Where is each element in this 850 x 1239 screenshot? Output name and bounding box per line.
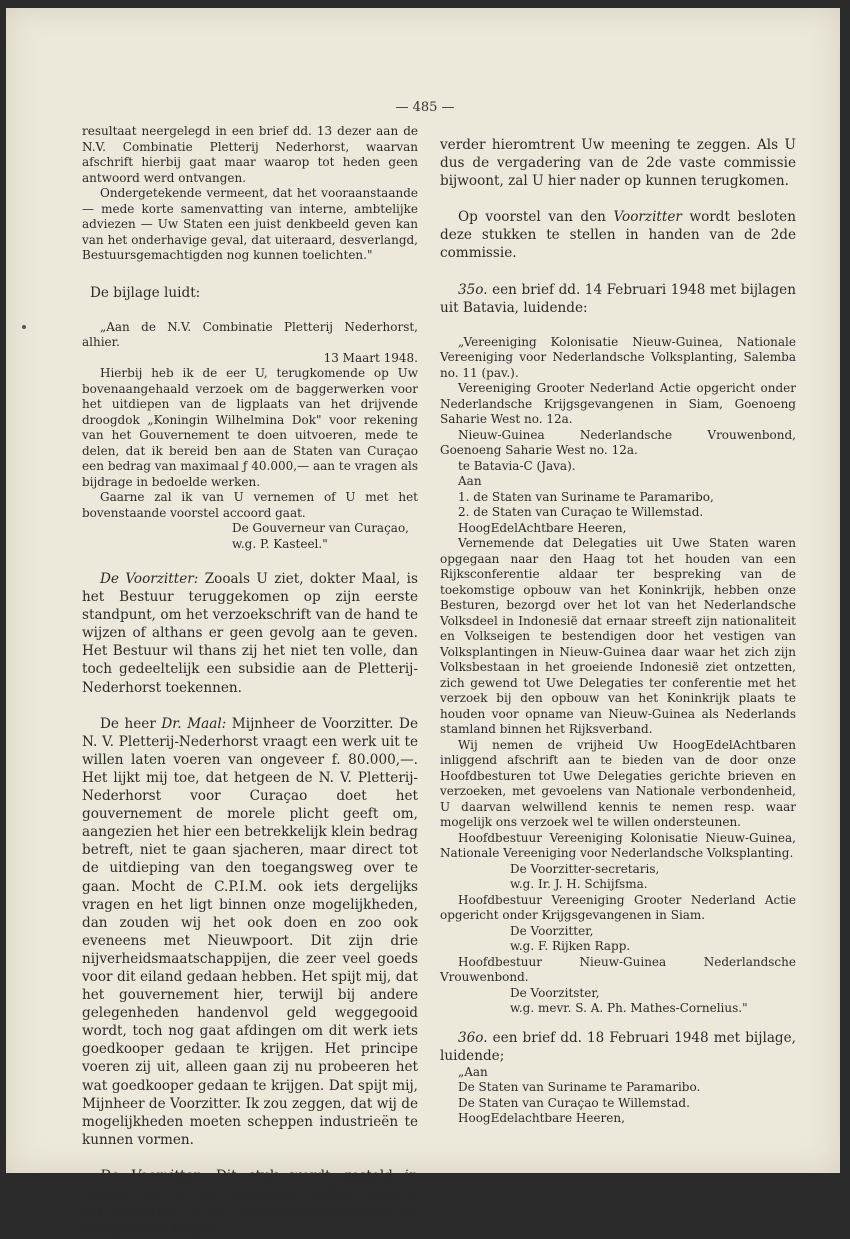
letter-line: „Vereeniging Kolonisatie Nieuw-Guinea, Nationale Vereeniging voor Nederlandsche Volksplanting, Salemba no. 11 (pav.). [440,334,796,380]
signature-title: De Voorzitter, [510,923,594,938]
board-name: Hoofdbestuur Nieuw-Guinea Nederlandsche Vrouwenbond. [440,954,796,985]
speech-voorzitter [82,570,418,697]
speaker: De Voorzitter: [100,1167,204,1184]
signature-title: De Voorzitter-secretaris, [510,861,660,876]
speech-text: Dit stuk wordt gesteld in handen van de 2de commissie, dokter Maal. U zal natuurlijk in de commissievergadering de gelegenheid krijgen [82,1167,418,1239]
signature-title: De Gouverneur van Curaçao, [232,521,409,535]
speech-text: Mijnheer de Voorzitter. De N. V. Pletterij-Nederhorst vraagt een werk uit te willen laten voeren van ongeveer f. 80.000,—. Het lijkt mij toe, dat hetgeen de N. V. Pletterij-Nederhorst voor Curaçao doet het gouvernement de morele plicht geeft om, aangezien het hier een betrekkelijk klein bedrag betreft, niet te gaan sjacheren, maar direct tot de uitdieping van den toegangsweg over te gaan. Mocht de C.P.I.M. ook iets dergelijks vragen en het ligt binnen onze mogelijkheden, dan zouden wij het ook doen en zoo ook eveneens met Nieuwpoort. Dit zijn drie nijverheidsmaatschappijen, die zeer veel goeds voor dit eiland gedaan hebben. Het spijt mij, dat het gouvernement hier, terwijl bij andere gelegenheden handenvol geld weggegooid wordt, toch nog gaat afdingen om dit werk iets goedkooper gedaan te krijgen. Het principe voeren zij uit, alleen gaan zij nu probeeren het wat goedkooper gedaan te krijgen. Dat spijt mij, Mijnheer de Voorzitter. Ik zou zeggen, dat wij de mogelijkheden moeten scheppen industrieën te kunnen vormen. [82,715,418,1148]
board-name: Hoofdbestuur Vereeniging Grooter Nederland Actie opgericht onder Krijgsgevangenen in Siam. [440,892,796,923]
letter-address: „Aan de N.V. Combinatie Pletterij Nederhorst, alhier. [82,319,418,349]
speaker: Dr. Maal: [161,715,227,732]
paragraph: verder hieromtrent Uw meening te zeggen. Als U dus de vergadering van de 2de vaste commissie bijwoont, zal U hier nader op kunnen terugkomen. [440,137,796,190]
item-number: 35o. [458,281,488,298]
signature-name: w.g. F. Rijken Rapp. [510,939,631,954]
paragraph: Ondergetekende vermeent, dat het vooraanstaande — mede korte samenvatting van interne, ambtelijke adviezen — Uw Staten een juist denkbeeld geven kan van het onderhavige geval, dat uiteraard, desverlangd, Bestuursgemachtigden nog kunnen toelichten." [82,186,418,262]
speaker: Voorzitter [613,209,682,226]
board-name: Hoofdbestuur Vereeniging Kolonisatie Nieuw-Guinea, Nationale Vereeniging voor Nederlandsche Volksplanting. [440,830,796,861]
signature-title: De Voorzitster, [510,985,600,1000]
letter-body: Wij nemen de vrijheid Uw HoogEdelAchtbaren inliggend afschrift aan te bieden van de door onze Hoofdbesturen tot Uwe Delegaties gerichte brieven en verzoeken, met gevoelens van Nationale verbondenheid, U daarvan welwillend kennis te nemen resp. waar mogelijk ons verzoek wel te willen ondersteunen. [440,737,796,830]
margin-mark [22,325,26,329]
item-text: een brief dd. 14 Februari 1948 met bijlagen uit Batavia, luidende: [440,281,796,316]
signature-name: w.g. P. Kasteel." [232,536,328,551]
letter-line: Aan [458,474,482,489]
speaker: De Voorzitter: [100,571,199,587]
text: Op voorstel van den [458,209,614,226]
letter-date: 13 Maart 1948. [323,350,418,365]
letter-line: „Aan [458,1064,488,1079]
letter-body: Vernemende dat Delegaties uit Uwe Staten waren opgegaan naar den Haag tot het houden van een Rijksconferentie aldaar ter bespreking van de toekomstige opbouw van het Koninkrijk, hebben onze Besturen, bezorgd over het lot van het Nederlandsche Volksdeel in Indonesië dat ernaar streeft zijn nationaliteit en Volkseigen te bestendigen door het vestigen van Volksplantingen in Nieuw-Guinea daar waar het zich zijn Volksbestaan in het groeiende Indonesië ziet ontzetten, zich gewend tot Uwe Delegaties ter conferentie met het verzoek bij den opbouw van het Koninkrijk plaats te houden voor opname van Nieuw-Guinea als Nederlands stamland binnen het Rijksverband. [440,536,796,737]
letter-body: Hierbij heb ik de eer U, terugkomende op Uw bovenaangehaald verzoek om de baggerwerken voor het uitdiepen van de ligplaats van het drijvende droogdok „Koningin Wilhelmina Dok" voor rekening van het Gouvernement te doen uitvoeren, mede te delen, dat ik bereid ben aan de Staten van Curaçao een bedrag van maximaal ƒ 40.000,— aan te vragen als bijdrage in bedoelde werken. [82,366,418,489]
item-text: een brief dd. 18 Februari 1948 met bijlage, luidende; [440,1029,796,1064]
speaker-prefix: De heer [100,715,162,732]
agenda-item-35 [440,281,796,317]
letter-line: Vereeniging Grooter Nederland Actie opgericht onder Nederlandsche Krijgsgevangenen in Siam, Goenoeng Saharie West no. 12a. [440,381,796,427]
agenda-item-36 [440,1029,796,1065]
section-heading: De bijlage luidt: [90,284,201,301]
letter-line: Nieuw-Guinea Nederlandsche Vrouwenbond, Goenoeng Saharie West no. 12a. [440,427,796,458]
letter-line: HoogEdelAchtbare Heeren, [458,520,627,535]
speech-text: Zooals U ziet, dokter Maal, is het Bestuur teruggekomen op zijn eerste standpunt, om het verzoekschrift van de hand te wijzen of althans er geen gevolg aan te geven. Het Bestuur wil thans zij het niet ten volle, dan toch gedeeltelijk een subsidie aan de Pletterij-Nederhorst toekennen. [82,571,418,696]
letter-closing: Gaarne zal ik van U vernemen of U met het bovenstaande voorstel accoord gaat. [82,490,418,520]
letter-line: 2. de Staten van Curaçao te Willemstad. [458,505,704,520]
speech-maal [82,715,418,1149]
right-column [440,136,796,1127]
page-number: — 485 — [395,100,455,115]
paragraph: resultaat neergelegd in een brief dd. 13 dezer aan de N.V. Combinatie Pletterij Nederhorst, waarvan afschrift hierbij gaat maar waarop tot heden geen antwoord werd ontvangen. [82,124,418,185]
left-column [82,124,418,1239]
letter-line: De Staten van Curaçao te Willemstad. [458,1095,690,1110]
letter-line: De Staten van Suriname te Paramaribo. [458,1080,701,1095]
signature-name: w.g. Ir. J. H. Schijfsma. [510,877,648,892]
signature-name: w.g. mevr. S. A. Ph. Mathes-Cornelius." [510,1001,748,1016]
decision-paragraph [440,208,796,262]
letter-line: te Batavia-C (Java). [458,458,576,473]
letter-line: HoogEdelachtbare Heeren, [458,1111,625,1126]
text: wordt besloten deze stukken te stellen in handen van de 2de commissie. [440,209,796,262]
letter-line: 1. de Staten van Suriname te Paramaribo, [458,489,714,504]
item-number: 36o. [458,1029,488,1046]
